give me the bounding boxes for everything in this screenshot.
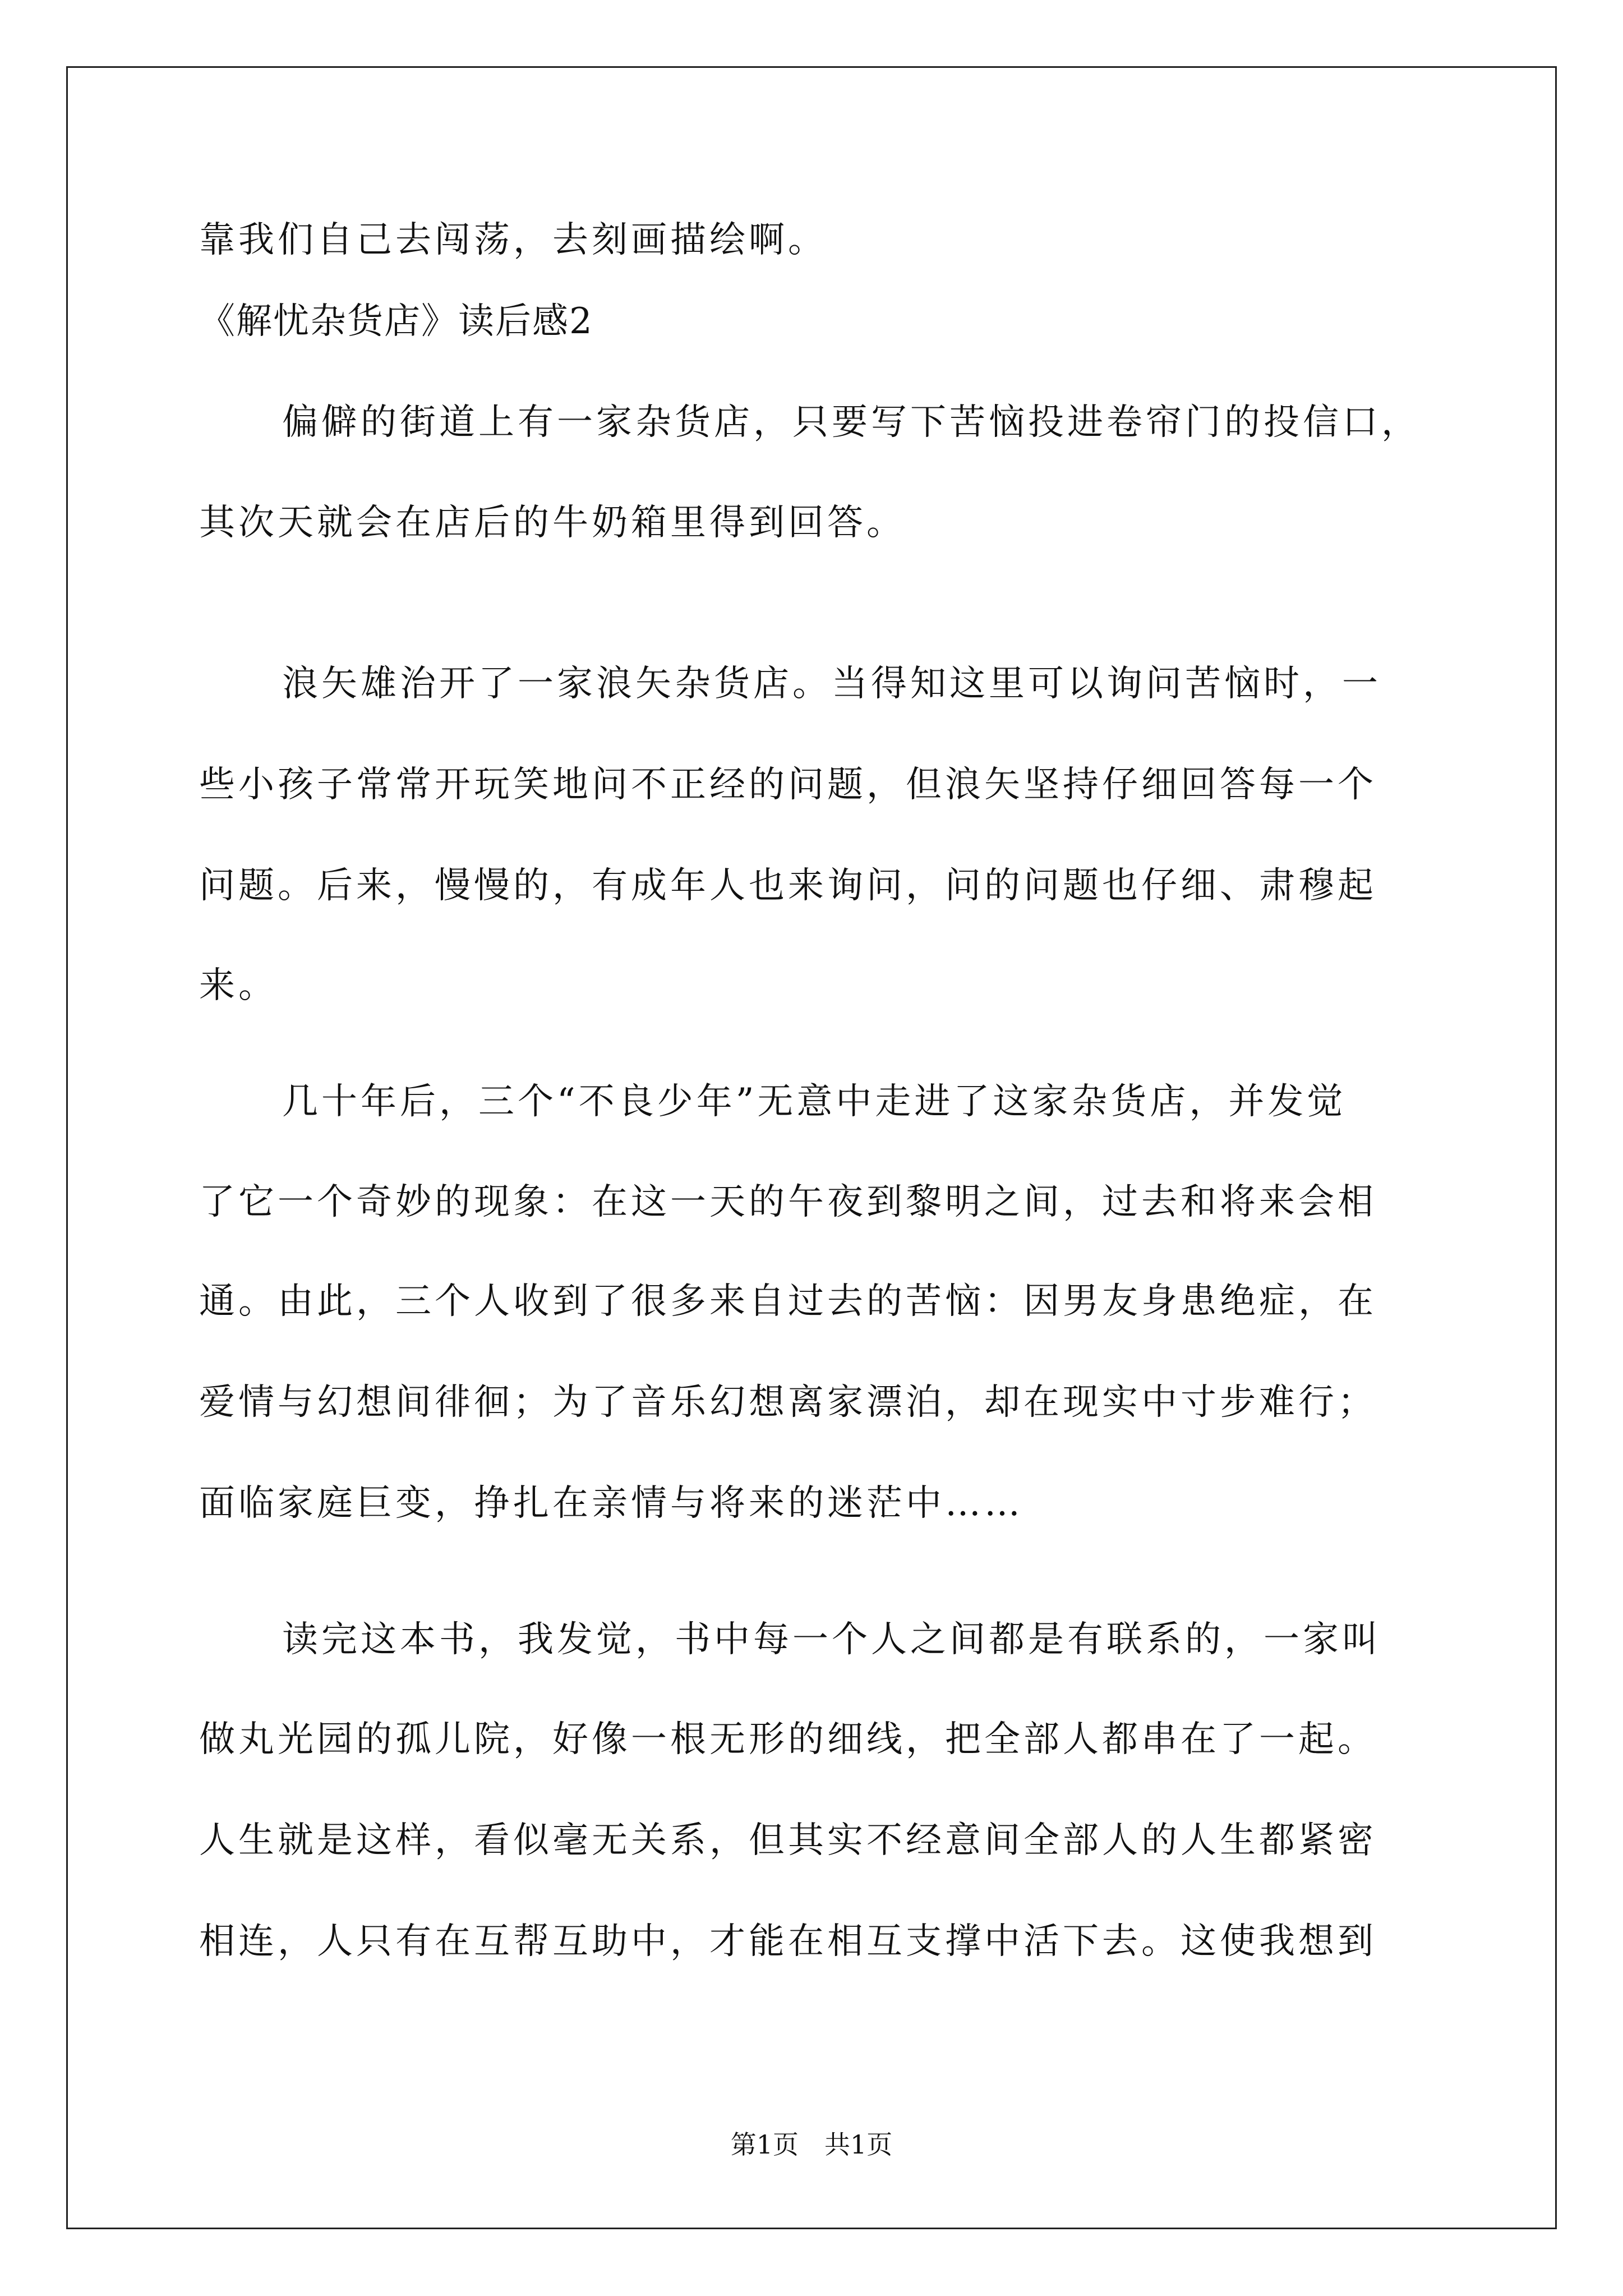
page-border <box>66 66 1557 2229</box>
page-number-footer: 第1页 共1页 <box>730 2129 893 2160</box>
paragraph-3-line: 通。由此，三个人收到了很多来自过去的苦恼：因男友身患绝症，在 <box>199 1281 1377 1322</box>
paragraph-3-line: 面临家庭巨变，挣扎在亲情与将来的迷茫中…… <box>199 1483 1023 1524</box>
paragraph-1-line: 其次天就会在店后的牛奶箱里得到回答。 <box>199 502 906 544</box>
paragraph-4-line: 人生就是这样，看似毫无关系，但其实不经意间全部人的人生都紧密 <box>199 1820 1377 1861</box>
text-line: 靠我们自己去闯荡，去刻画描绘啊。 <box>199 219 827 261</box>
paragraph-1-line: 偏僻的街道上有一家杂货店，只要写下苦恼投进卷帘门的投信口， <box>282 402 1421 443</box>
paragraph-3-line: 几十年后，三个“不良少年”无意中走进了这家杂货店，并发觉 <box>282 1081 1347 1122</box>
paragraph-2-line: 问题。后来，慢慢的，有成年人也来询问，问的问题也仔细、肃穆起 <box>199 865 1377 907</box>
paragraph-2-line: 来。 <box>199 965 278 1006</box>
paragraph-2-line: 浪矢雄治开了一家浪矢杂货店。当得知这里可以询问苦恼时，一 <box>282 663 1381 705</box>
paragraph-3-line: 了它一个奇妙的现象：在这一天的午夜到黎明之间，过去和将来会相 <box>199 1181 1377 1223</box>
section-title: 《解忧杂货店》读后感2 <box>199 301 593 342</box>
paragraph-2-line: 些小孩子常常开玩笑地问不正经的问题，但浪矢坚持仔细回答每一个 <box>199 764 1377 806</box>
paragraph-4-line: 做丸光园的孤儿院，好像一根无形的细线，把全部人都串在了一起。 <box>199 1719 1377 1760</box>
paragraph-3-line: 爱情与幻想间徘徊；为了音乐幻想离家漂泊，却在现实中寸步难行； <box>199 1382 1377 1423</box>
paragraph-4-line: 读完这本书，我发觉，书中每一个人之间都是有联系的，一家叫 <box>282 1619 1381 1660</box>
paragraph-4-line: 相连，人只有在互帮互助中，才能在相互支撑中活下去。这使我想到 <box>199 1921 1377 1962</box>
